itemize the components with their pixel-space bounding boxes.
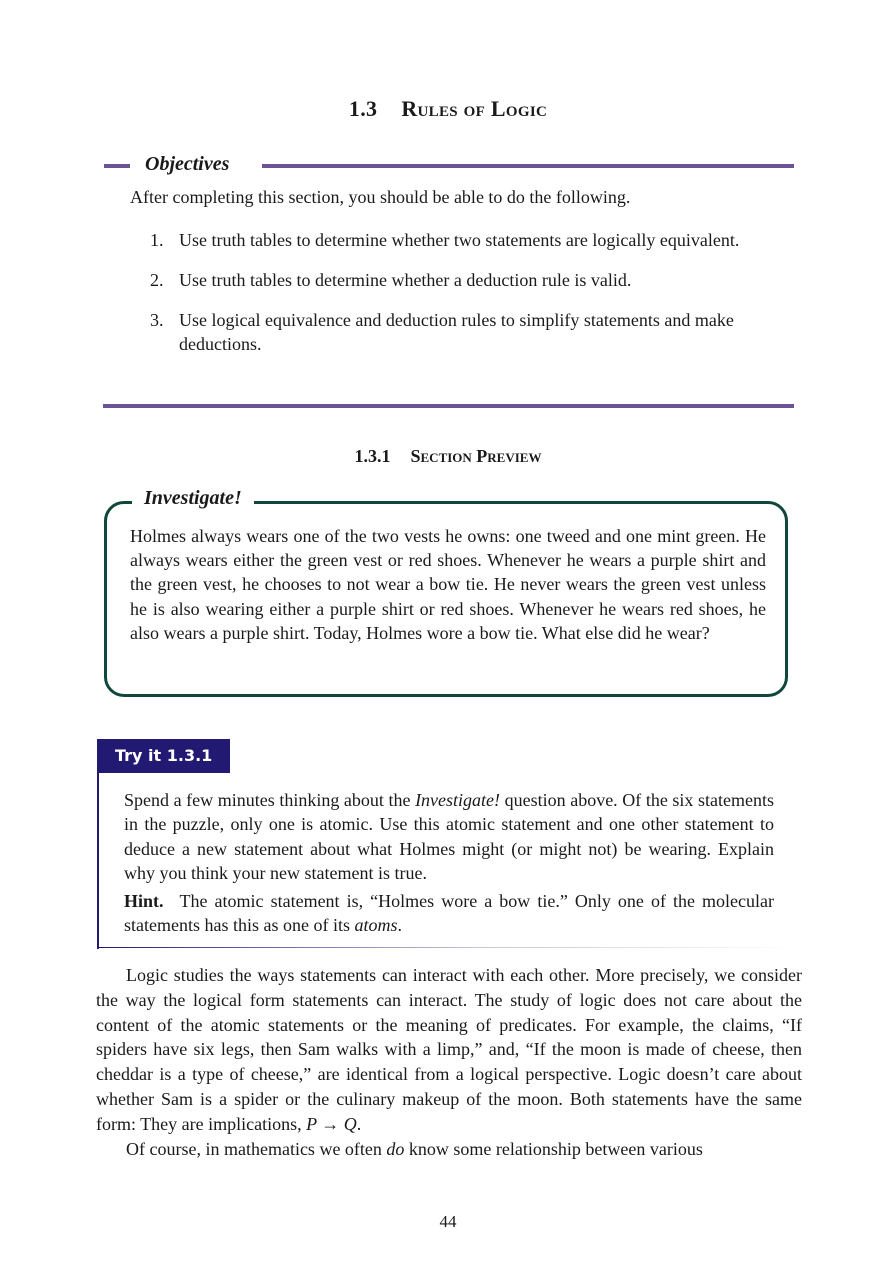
objectives-intro: After completing this section, you should be able to do the following. [130,187,631,207]
objective-number: 1. [150,230,164,250]
subsection-title-text: Section Preview [410,446,542,466]
objective-number: 2. [150,270,164,290]
body-paragraph-text: Of course, in mathematics we often [126,1138,387,1159]
objective-item [150,268,780,292]
try-it-text-start: Spend a few minutes thinking about the [124,790,416,810]
page-number: 44 [439,1212,457,1231]
objectives-heading: Objectives [145,153,230,175]
objective-item [150,308,780,356]
objectives-rule-left [104,164,130,168]
try-it-text [124,788,774,885]
implication-formula: P → Q [306,1113,357,1134]
body-paragraph [96,963,802,1137]
try-it-hint [124,889,774,938]
try-it-text-rest: question above. Of the six statements in the puzzle, only one is atomic. Use this atomic statement and one other statement to deduce a new statement about what Holmes might (or might not) be wearing. Explain why you think your new statement is true. [124,790,774,883]
body-paragraph-end: . [356,1113,362,1134]
hint-label: Hint. [124,891,164,911]
body-paragraph [96,1137,802,1162]
body-paragraph-text: Logic studies the ways statements can interact with each other. More precisely, we consider the way the logical form statements can interact. The study of logic does not care about the content of the atomic statements or the meaning of predicates. For example, the claims, “If spiders have six legs, then Sam walks with a limp,” and, “If the moon is made of cheese, then cheddar is a type of cheese,” are identical from a logical perspective. Logic doesn’t care about whether Sam is a spider or the culinary makeup of the moon. Both statements have the same form: They are implications, [96,965,802,1134]
hint-text-end: . [397,915,402,936]
investigate-text: Holmes always wears one of the two vests he owns: one tweed and one mint green. He always wears either the green vest or red shoes. Whenever he wears a purple shirt and the green vest, he chooses to not wear a bow tie. He never wears the green vest unless he is also wearing either a purple shirt or red shoes. Whenever he wears red shoes, he also wears a purple shirt. Today, Holmes wore a bow tie. What else did he wear? [130,526,766,643]
objective-number: 3. [150,310,164,330]
objectives-bottom-rule [103,404,794,408]
investigate-heading: Investigate! [132,487,254,510]
try-it-text-emphasis: Investigate! [415,790,501,810]
try-it-bottom-border [97,947,797,948]
subsection-number: 1.3.1 [354,446,391,466]
objectives-list [150,228,780,372]
try-it-label: Try it 1.3.1 [97,739,230,773]
objectives-rule-right [262,164,794,168]
objective-text: Use truth tables to determine whether two statements are logically equivalent. [179,230,740,250]
objective-item [150,228,780,252]
hint-text-emphasis: atoms [354,915,398,936]
objective-text: Use logical equivalence and deduction rules to simplify statements and make deductions. [179,310,734,354]
section-number: 1.3 [348,96,378,121]
body-text [96,963,802,1161]
hint-text-start: The atomic statement is, “Holmes wore a bow tie.” Only one of the molecular statements has this as one of its [124,891,774,936]
objective-text: Use truth tables to determine whether a deduction rule is valid. [179,270,632,290]
try-it-left-border [97,773,99,949]
section-title-text: Rules of Logic [401,96,548,121]
section-title [0,96,896,122]
body-paragraph-text-rest: know some relationship between various [404,1138,703,1159]
body-paragraph-emphasis: do [386,1138,405,1159]
subsection-title [0,446,896,467]
